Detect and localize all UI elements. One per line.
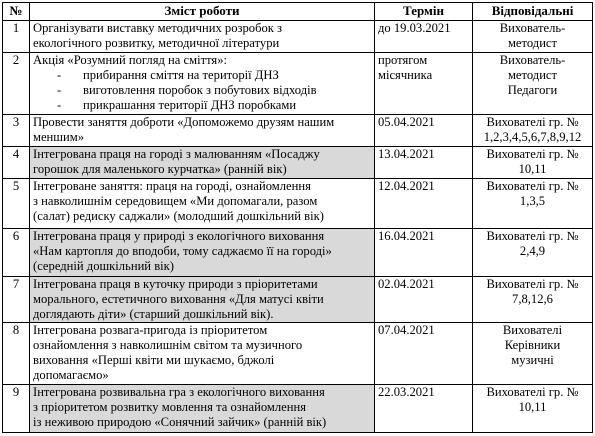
term-line: протягом xyxy=(378,53,428,67)
term-cell xyxy=(375,147,473,179)
table-row xyxy=(3,179,593,229)
term-cell xyxy=(375,179,473,229)
work-content-line: з навколишнім середовищем «Ми допомагали, разом xyxy=(33,194,318,208)
action-sub-item: - виготовлення поробок з побутових відходів xyxy=(83,83,371,98)
work-content-cell xyxy=(30,323,375,385)
responsible-line: Вихователі гр. № xyxy=(486,277,579,291)
row-number: 8 xyxy=(3,323,30,385)
row-number: 4 xyxy=(3,147,30,179)
work-content-line: (салат) редиску саджали» (молодший дошкільний вік) xyxy=(33,209,324,223)
responsible-cell xyxy=(473,277,593,323)
responsible-line: 1,2,3,4,5,6,7,8,9,12 xyxy=(483,130,582,144)
row-number: 1 xyxy=(3,21,30,53)
term-cell xyxy=(375,21,473,53)
responsible-line: 7,8,12,6 xyxy=(512,292,553,306)
responsible-line: Вихователі гр. № xyxy=(486,179,579,193)
work-content-cell xyxy=(30,229,375,277)
work-content-line: «Нам картопля до вподоби, тому саджаємо її на городі» xyxy=(33,244,332,258)
term-line: 02.04.2021 xyxy=(378,277,435,291)
work-content-cell xyxy=(30,385,375,433)
table-row xyxy=(3,147,593,179)
term-line: до 19.03.2021 xyxy=(378,21,451,35)
work-content-line: доглядають діти» (старший дошкільний вік). xyxy=(33,307,274,321)
responsible-line: Педагоги xyxy=(507,83,558,97)
responsible-cell xyxy=(473,385,593,433)
table-row xyxy=(3,229,593,277)
header-num: № xyxy=(3,3,30,21)
work-content-line: екологічного розвитку, методичної літератури xyxy=(33,36,280,50)
responsible-line: Вихователі гр. № xyxy=(486,385,579,399)
work-content-line: Інтегрована праця на городі з малюванням «Посаджу xyxy=(33,147,320,161)
work-content-cell xyxy=(30,21,375,53)
work-content-line: Інтегрована праця у природі з екологічного виховання xyxy=(33,229,325,243)
responsible-line: 1,3,5 xyxy=(519,194,546,208)
responsible-line: Вихователі гр. № xyxy=(486,115,579,129)
term-line: 22.03.2021 xyxy=(378,385,435,399)
responsible-line: Вихователі xyxy=(502,323,563,337)
work-content-cell xyxy=(30,115,375,147)
responsible-line: музичні xyxy=(511,353,554,367)
header-responsible: Відповідальні xyxy=(473,3,593,21)
work-content-line: Провести заняття доброти «Допоможемо друзям нашим xyxy=(33,115,335,129)
responsible-line: 2,4,9 xyxy=(519,244,546,258)
row-number: 7 xyxy=(3,277,30,323)
table-row xyxy=(3,21,593,53)
responsible-line: методист xyxy=(507,36,558,50)
term-cell xyxy=(375,385,473,433)
term-line: 05.04.2021 xyxy=(378,115,435,129)
work-content-line: горошок для маленького курчатка» (ранній вік) xyxy=(33,162,287,176)
header-content: Зміст роботи xyxy=(30,3,375,21)
responsible-line: Вихователь- xyxy=(499,21,566,35)
responsible-line: Керівники xyxy=(504,338,561,352)
table-row xyxy=(3,277,593,323)
responsible-line: Вихователь- xyxy=(499,53,566,67)
work-content-cell xyxy=(30,53,375,115)
term-line: 12.04.2021 xyxy=(378,179,435,193)
responsible-cell xyxy=(473,53,593,115)
responsible-line: 10,11 xyxy=(518,162,547,176)
responsible-cell xyxy=(473,21,593,53)
work-plan-table xyxy=(2,2,593,433)
term-cell xyxy=(375,323,473,385)
work-content-line: допомагаємо» xyxy=(33,368,109,382)
table-row xyxy=(3,53,593,115)
work-content-line: Інтегрована розвага-пригода із пріоритетом xyxy=(33,323,268,337)
responsible-line: Вихователі гр. № xyxy=(486,147,579,161)
work-content-line: ознайомлення з навколишнім світом та музичного xyxy=(33,338,303,352)
work-content-cell xyxy=(30,179,375,229)
term-cell xyxy=(375,277,473,323)
work-content-line: (середній дошкільний вік) xyxy=(33,259,174,273)
term-line: 13.04.2021 xyxy=(378,147,435,161)
action-sub-list xyxy=(33,68,371,113)
work-content-line: Інтегрована праця в куточку природи з пріоритетами xyxy=(33,277,318,291)
term-cell xyxy=(375,53,473,115)
action-sub-item: - прикрашання території ДНЗ поробками xyxy=(83,98,371,113)
work-content-line: Інтегроване заняття: праця на городі, ознайомлення xyxy=(33,179,311,193)
responsible-cell xyxy=(473,115,593,147)
work-content-cell xyxy=(30,147,375,179)
row-number: 5 xyxy=(3,179,30,229)
header-term: Термін xyxy=(375,3,473,21)
work-content-line: морального, естетичного виховання «Для матусі квіти xyxy=(33,292,324,306)
work-content-line: виховання «Перші квіти ми шукаємо, бджолі xyxy=(33,353,275,367)
responsible-cell xyxy=(473,323,593,385)
responsible-line: методист xyxy=(507,68,558,82)
row-number: 6 xyxy=(3,229,30,277)
table-header-row xyxy=(3,3,593,21)
row-number: 3 xyxy=(3,115,30,147)
row-number: 2 xyxy=(3,53,30,115)
work-content-line: Інтегрована розвивальна гра з екологічного виховання xyxy=(33,385,325,399)
work-content-line: Акція «Розумний погляд на сміття»: xyxy=(33,53,228,67)
row-number: 9 xyxy=(3,385,30,433)
action-sub-item: - прибирання сміття на території ДНЗ xyxy=(83,68,371,83)
term-line: місячника xyxy=(378,68,433,82)
work-content-line: меншим» xyxy=(33,130,85,144)
term-line: 16.04.2021 xyxy=(378,229,435,243)
table-body xyxy=(3,21,593,433)
work-content-line: із неживою природою «Сонячний зайчик» (ранній вік) xyxy=(33,415,327,429)
responsible-cell xyxy=(473,147,593,179)
table-row xyxy=(3,385,593,433)
term-cell xyxy=(375,115,473,147)
table-row xyxy=(3,323,593,385)
responsible-line: Вихователі гр. № xyxy=(486,229,579,243)
term-cell xyxy=(375,229,473,277)
term-line: 07.04.2021 xyxy=(378,323,435,337)
work-content-line: Організувати виставку методичних розробок з xyxy=(33,21,283,35)
work-content-cell xyxy=(30,277,375,323)
responsible-cell xyxy=(473,179,593,229)
work-content-line: з пріоритетом розвитку мовлення та ознайомлення xyxy=(33,400,306,414)
table-row xyxy=(3,115,593,147)
responsible-line: 10,11 xyxy=(518,400,547,414)
responsible-cell xyxy=(473,229,593,277)
